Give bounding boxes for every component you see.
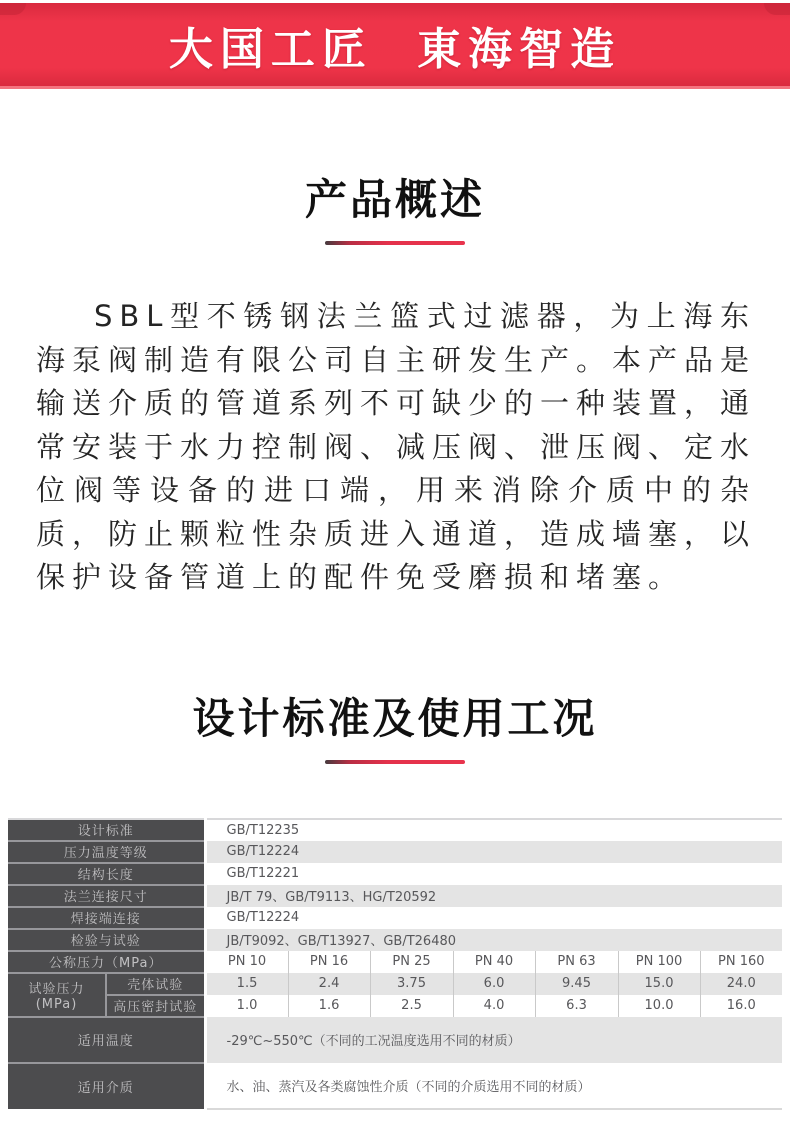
specs-title: 设计标准及使用工况 — [192, 693, 598, 743]
top-banner — [0, 3, 790, 89]
pressure-value: 9.45 — [535, 973, 618, 995]
spec-value: GB/T12235 — [205, 819, 782, 841]
spec-sublabel: 高压密封试验 — [106, 995, 205, 1017]
pressure-value: 16.0 — [700, 995, 782, 1017]
spec-label: 压力温度等级 — [8, 841, 205, 863]
table-row-shell-test — [8, 973, 782, 995]
overview-title: 产品概述 — [304, 175, 485, 224]
pn-value: PN 63 — [535, 951, 618, 973]
spec-label: 适用介质 — [8, 1063, 205, 1109]
overview-title-underline — [325, 241, 465, 245]
pressure-value: 15.0 — [618, 973, 700, 995]
spec-label: 设计标准 — [8, 819, 205, 841]
spec-label: 公称压力（MPa） — [8, 951, 205, 973]
pressure-value: 2.4 — [288, 973, 370, 995]
pressure-value: 6.3 — [535, 995, 618, 1017]
spec-value: 水、油、蒸汽及各类腐蚀性介质（不同的介质选用不同的材质） — [205, 1063, 782, 1109]
spec-label: 检验与试验 — [8, 929, 205, 951]
spec-value: GB/T12224 — [205, 841, 782, 863]
spec-label: 适用温度 — [8, 1017, 205, 1063]
pressure-value: 4.0 — [453, 995, 535, 1017]
overview-section-header — [0, 167, 790, 245]
spec-label: 结构长度 — [8, 863, 205, 885]
pressure-value: 1.5 — [205, 973, 288, 995]
table-row — [8, 819, 782, 841]
spec-label: 法兰连接尺寸 — [8, 885, 205, 907]
pressure-value: 10.0 — [618, 995, 700, 1017]
pressure-value: 24.0 — [700, 973, 782, 995]
pn-value: PN 16 — [288, 951, 370, 973]
pressure-value: 2.5 — [370, 995, 453, 1017]
spec-value: -29℃~550℃（不同的工况温度选用不同的材质） — [205, 1017, 782, 1063]
spec-value: GB/T12224 — [205, 907, 782, 929]
spec-table — [8, 818, 782, 1110]
table-row — [8, 863, 782, 885]
spec-label: 焊接端连接 — [8, 907, 205, 929]
table-row-temperature — [8, 1017, 782, 1063]
pressure-value: 6.0 — [453, 973, 535, 995]
pn-value: PN 10 — [205, 951, 288, 973]
table-row — [8, 885, 782, 907]
specs-title-underline — [325, 760, 465, 764]
pressure-value: 1.0 — [205, 995, 288, 1017]
table-row — [8, 841, 782, 863]
table-row-seal-test — [8, 995, 782, 1017]
spec-value: GB/T12221 — [205, 863, 782, 885]
pn-value: PN 160 — [700, 951, 782, 973]
pn-value: PN 100 — [618, 951, 700, 973]
table-row — [8, 907, 782, 929]
overview-paragraph: SBL型不锈钢法兰篮式过滤器，为上海东海泵阀制造有限公司自主研发生产。本产品是输送介质的管道系列不可缺少的一种装置，通常安装于水力控制阀、减压阀、泄压阀、定水位阀等设备的进口端，用来消除介质中的杂质，防止颗粒性杂质进入通道，造成墙塞，以保护设备管道上的配件免受磨损和堵塞。 — [36, 299, 757, 594]
spec-value: JB/T 79、GB/T9113、HG/T20592 — [205, 885, 782, 907]
pressure-value: 1.6 — [288, 995, 370, 1017]
table-row — [8, 929, 782, 951]
spec-value: JB/T9092、GB/T13927、GB/T26480 — [205, 929, 782, 951]
spec-sublabel: 壳体试验 — [106, 973, 205, 995]
pn-value: PN 40 — [453, 951, 535, 973]
pressure-value: 3.75 — [370, 973, 453, 995]
spec-label-test-pressure: 试验压力(MPa) — [8, 973, 106, 1017]
pn-value: PN 25 — [370, 951, 453, 973]
banner-title: 大国工匠 東海智造 — [168, 23, 622, 75]
table-row-media — [8, 1063, 782, 1109]
specs-section-header — [0, 686, 790, 764]
table-row-nominal-pressure — [8, 951, 782, 973]
